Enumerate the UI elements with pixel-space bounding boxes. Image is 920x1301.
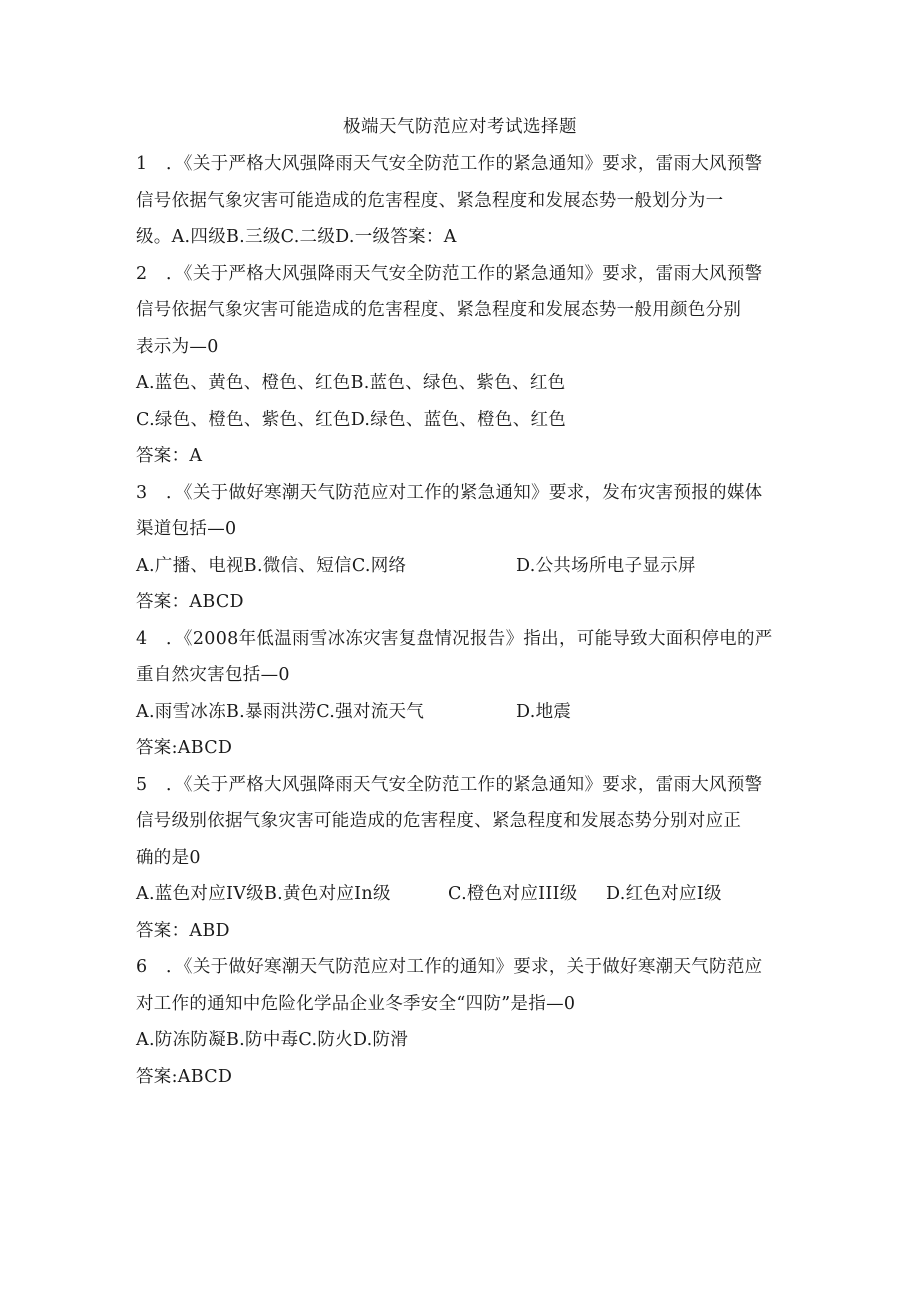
question-list xyxy=(136,150,796,1099)
question-3-options-right: D.公共场所电子显示屏 xyxy=(516,555,696,576)
question-number: 1 xyxy=(136,154,148,174)
question-1-line-1: 1 ．《关于严格大风强降雨天气安全防范工作的紧急通知》要求，雷雨大风预警 xyxy=(136,150,796,187)
question-5-options xyxy=(136,880,796,917)
question-number: 5 xyxy=(136,774,148,795)
question-4-options-left: A.雨雪冰冻B.暴雨洪涝C.强对流天气 xyxy=(136,701,425,722)
question-number: 2 xyxy=(136,263,148,284)
question-2-options-2: C.绿色、橙色、紫色、红色D.绿色、蓝色、橙色、红色 xyxy=(136,409,567,430)
question-5-options-left: A.蓝色对应IV级B.黄色对应In级 xyxy=(136,884,391,904)
question-1-line-3: 级。A.四级B.三级C.二级D.一级答案：A xyxy=(136,227,457,247)
question-2-line-2: 信号依据气象灾害可能造成的危害程度、紧急程度和发展态势一般用颜色分别 xyxy=(136,300,742,320)
question-5-line-3: 确的是0 xyxy=(136,847,201,868)
question-5-line-1: 5 ．《关于严格大风强降雨天气安全防范工作的紧急通知》要求，雷雨大风预警 xyxy=(136,771,796,808)
question-2-line-3: 表示为—0 xyxy=(136,336,219,357)
question-4-options-right: D.地震 xyxy=(516,701,572,722)
question-5-answer: 答案：ABD xyxy=(136,920,230,941)
question-3-line-1: 3 ．《关于做好寒潮天气防范应对工作的紧急通知》要求，发布灾害预报的媒体 xyxy=(136,479,796,516)
question-5-options-mid: C.橙色对应III级 xyxy=(448,884,578,904)
page-title: 极端天气防范应对考试选择题 xyxy=(343,117,577,137)
question-4-line-2: 重自然灾害包括—0 xyxy=(136,665,290,685)
question-2-options-1: A.蓝色、黄色、橙色、红色B.蓝色、绿色、紫色、红色 xyxy=(136,373,566,393)
question-1-line-2: 信号依据气象灾害可能造成的危害程度、紧急程度和发展态势一般划分为一 xyxy=(136,190,724,211)
question-3-options-left: A.广播、电视B.微信、短信C.网络 xyxy=(136,555,407,576)
question-4-line-1: 4 ．《2008年低温雨雪冰冻灾害复盘情况报告》指出，可能导致大面积停电的严 xyxy=(136,625,796,662)
question-6-line-1: 6 ．《关于做好寒潮天气防范应对工作的通知》要求，关于做好寒潮天气防范应 xyxy=(136,953,796,990)
question-4-options xyxy=(136,698,796,735)
question-2-answer: 答案：A xyxy=(136,446,203,466)
question-number: 6 xyxy=(136,957,148,977)
question-2-line-1: 2 ．《关于严格大风强降雨天气安全防范工作的紧急通知》要求，雷雨大风预警 xyxy=(136,260,796,297)
question-5-options-right: D.红色对应I级 xyxy=(606,884,722,904)
question-3-options xyxy=(136,552,796,589)
question-number: 3 xyxy=(136,482,148,503)
question-3-answer: 答案：ABCD xyxy=(136,592,244,612)
question-6-answer: 答案:ABCD xyxy=(136,1066,233,1087)
question-6-line-2: 对工作的通知中危险化学品企业冬季安全“四防”是指—0 xyxy=(136,993,576,1014)
question-5-line-2: 信号级别依据气象灾害可能造成的危害程度、紧急程度和发展态势分别对应正 xyxy=(136,811,742,831)
question-6-options: A.防冻防凝B.防中毒C.防火D.防滑 xyxy=(136,1030,409,1050)
question-4-answer: 答案:ABCD xyxy=(136,738,233,758)
question-3-line-2: 渠道包括—0 xyxy=(136,519,237,539)
question-number: 4 xyxy=(136,628,148,649)
